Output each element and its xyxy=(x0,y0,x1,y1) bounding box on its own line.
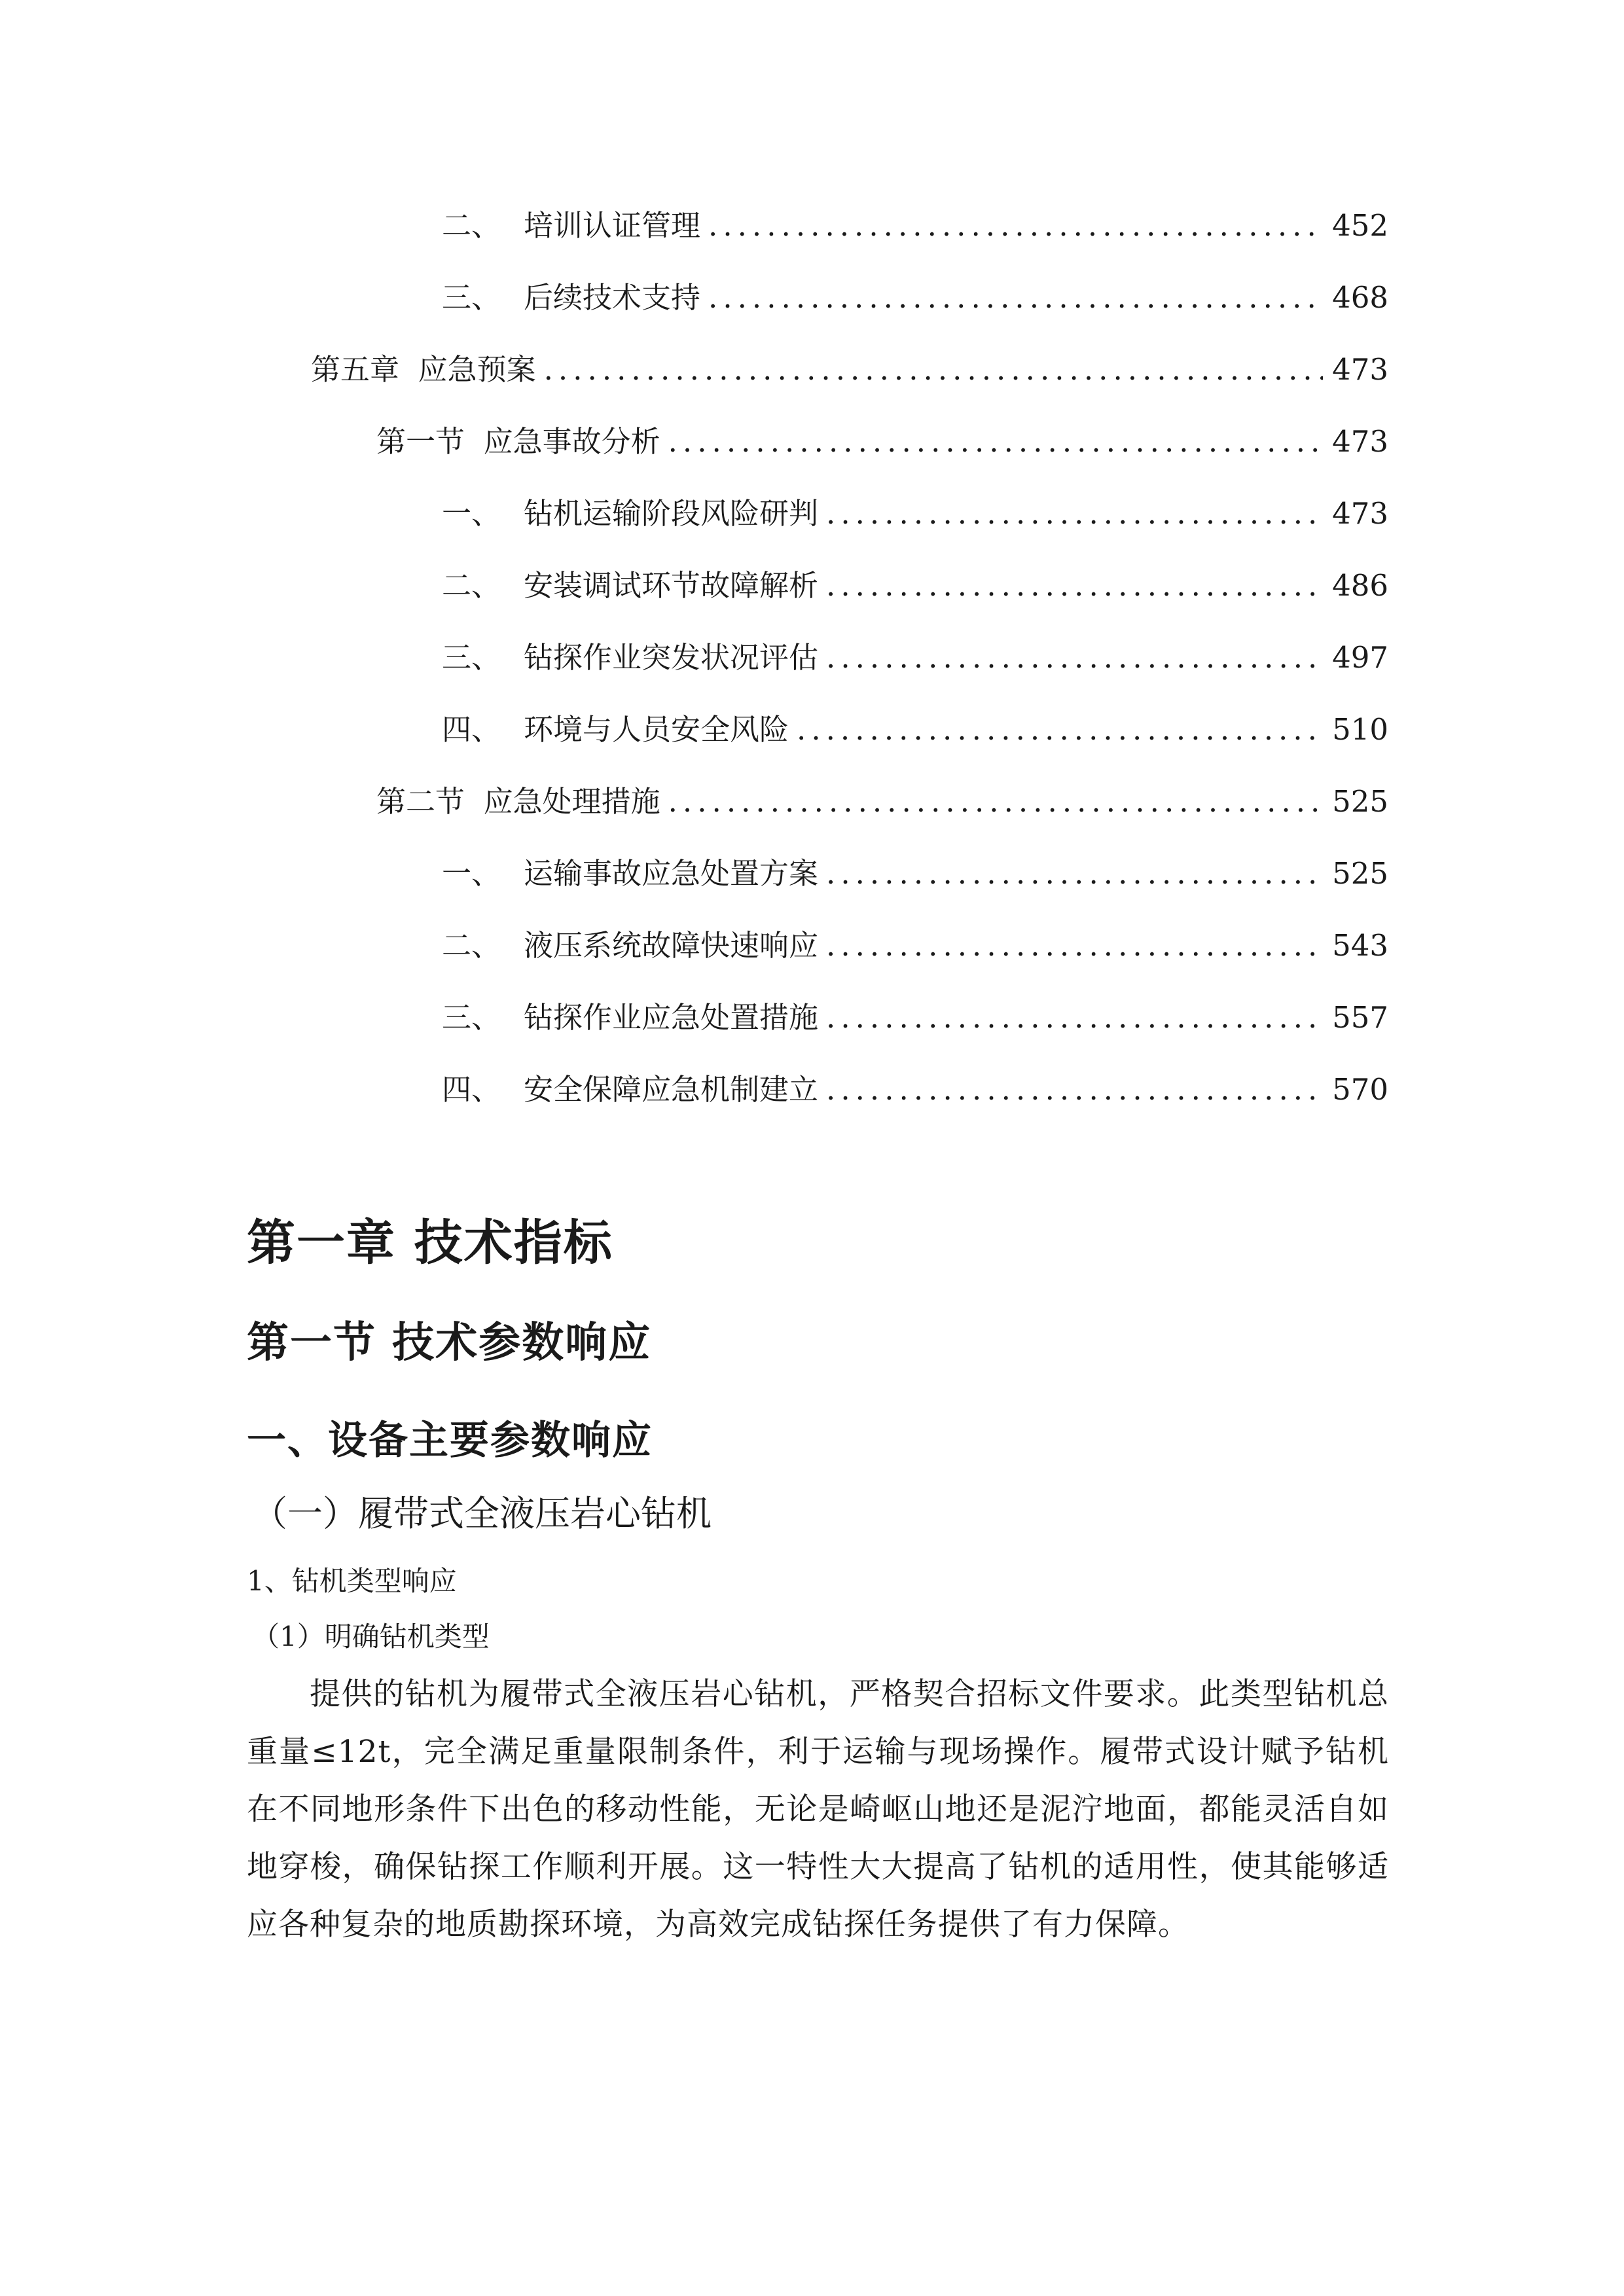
toc-entry[interactable] xyxy=(442,985,1388,1037)
toc-entry[interactable] xyxy=(442,697,1388,749)
toc-entry-label: 安全保障应急机制建立 xyxy=(524,1072,819,1107)
subsection-heading: 一、设备主要参数响应 xyxy=(247,1418,653,1463)
toc-entry-label: 运输事故应急处置方案 xyxy=(524,856,819,891)
toc-leader-dots xyxy=(826,854,1323,893)
toc-leader-dots xyxy=(797,710,1323,749)
chapter-heading: 第一章 技术指标 xyxy=(247,1215,613,1271)
toc-entry-page: 473 xyxy=(1332,496,1388,531)
toc-entry-number: 三、 xyxy=(442,280,501,315)
toc-entry-label: 液压系统故障快速响应 xyxy=(524,928,819,963)
toc-entry-page: 570 xyxy=(1332,1072,1388,1107)
toc-entry-page: 468 xyxy=(1332,280,1388,315)
toc-entry-label: 钻探作业应急处置措施 xyxy=(524,1000,819,1035)
toc-entry[interactable] xyxy=(442,913,1388,965)
toc-entry[interactable] xyxy=(442,481,1388,533)
toc-entry-page: 543 xyxy=(1332,928,1388,963)
toc-leader-dots xyxy=(668,782,1323,821)
toc-entry-page: 452 xyxy=(1332,208,1388,243)
toc-entry-number: 四、 xyxy=(442,712,501,747)
toc-entry-label: 第二节 应急处理措施 xyxy=(376,784,660,819)
toc-entry-label: 第一节 应急事故分析 xyxy=(376,424,660,459)
toc-leader-dots xyxy=(826,926,1323,965)
toc-entry-label: 培训认证管理 xyxy=(524,208,701,243)
toc-entry-section[interactable] xyxy=(376,769,1388,821)
toc-entry-number: 二、 xyxy=(442,928,501,963)
toc-entry-page: 473 xyxy=(1332,424,1388,459)
toc-entry[interactable] xyxy=(442,1057,1388,1109)
toc-entry-number: 二、 xyxy=(442,568,501,603)
toc-leader-dots xyxy=(708,206,1323,245)
toc-entry-page: 557 xyxy=(1332,1000,1388,1035)
toc-entry-section[interactable] xyxy=(376,409,1388,461)
subitem-heading: 1、钻机类型响应 xyxy=(247,1565,457,1597)
toc-leader-dots xyxy=(826,566,1323,605)
toc-entry-label: 第五章 应急预案 xyxy=(311,352,536,387)
toc-entry-label: 后续技术支持 xyxy=(524,280,701,315)
toc-leader-dots xyxy=(708,278,1323,317)
toc-leader-dots xyxy=(668,422,1323,461)
toc-entry-page: 525 xyxy=(1332,784,1388,819)
point-heading: （1）明确钻机类型 xyxy=(252,1621,490,1653)
toc-leader-dots xyxy=(826,638,1323,677)
toc-entry-label: 环境与人员安全风险 xyxy=(524,712,789,747)
body-paragraph: 提供的钻机为履带式全液压岩心钻机，严格契合招标文件要求。此类型钻机总重量≤12t，完全满足重量限制条件，利于运输与现场操作。履带式设计赋予钻机在不同地形条件下出色的移动性能，无论是崎岖山地还是泥泞地面，都能灵活自如地穿梭，确保钻探工作顺利开展。这一特性大大提高了钻机的适用性，使其能够适应各种复杂的地质勘探环境，为高效完成钻探任务提供了有力保障。 xyxy=(247,1676,1389,1943)
toc-entry-number: 三、 xyxy=(442,640,501,675)
toc-entry-label: 安装调试环节故障解析 xyxy=(524,568,819,603)
toc-entry[interactable] xyxy=(442,625,1388,677)
toc-entry[interactable] xyxy=(442,841,1388,893)
toc-entry-number: 一、 xyxy=(442,496,501,531)
toc-entry-page: 510 xyxy=(1332,712,1388,747)
toc-entry-number: 二、 xyxy=(442,208,501,243)
toc-entry-page: 497 xyxy=(1332,640,1388,675)
toc-entry-label: 钻探作业突发状况评估 xyxy=(524,640,819,675)
toc-entry-page: 486 xyxy=(1332,568,1388,603)
toc-entry-chapter[interactable] xyxy=(311,337,1388,389)
toc-leader-dots xyxy=(826,494,1323,533)
toc-entry-number: 三、 xyxy=(442,1000,501,1035)
toc-entry[interactable] xyxy=(442,193,1388,245)
toc-leader-dots xyxy=(826,1070,1323,1109)
toc-entry-page: 473 xyxy=(1332,352,1388,387)
section-heading: 第一节 技术参数响应 xyxy=(247,1319,652,1367)
toc-leader-dots xyxy=(826,998,1323,1037)
item-heading: （一）履带式全液压岩心钻机 xyxy=(252,1493,712,1534)
toc-leader-dots xyxy=(544,350,1323,389)
toc-entry-number: 一、 xyxy=(442,856,501,891)
toc-entry-number: 四、 xyxy=(442,1072,501,1107)
toc-entry[interactable] xyxy=(442,553,1388,605)
toc-entry[interactable] xyxy=(442,265,1388,317)
toc-entry-page: 525 xyxy=(1332,856,1388,891)
toc-entry-label: 钻机运输阶段风险研判 xyxy=(524,496,819,531)
